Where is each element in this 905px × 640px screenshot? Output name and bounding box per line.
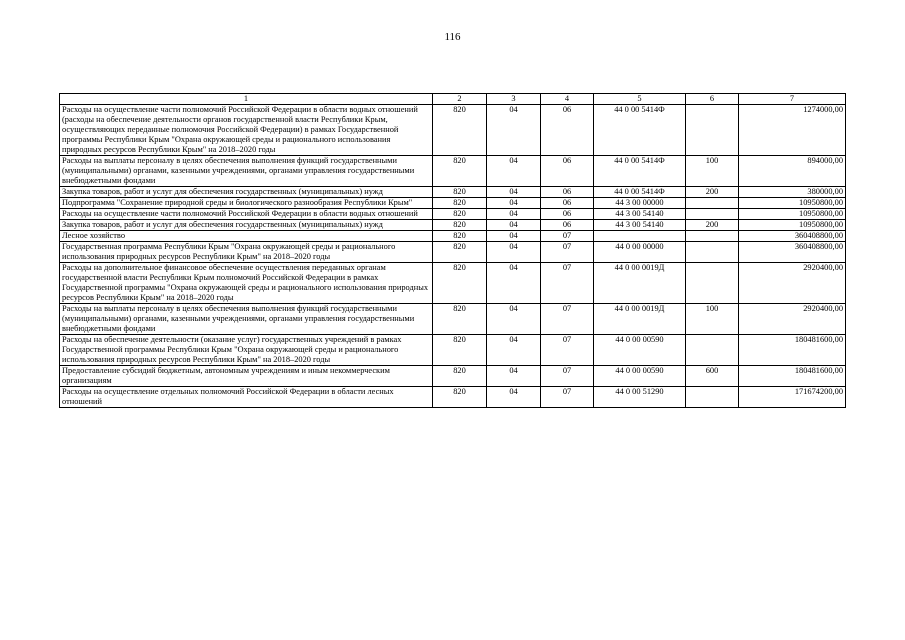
amount: 10950800,00: [739, 209, 846, 220]
expense-type-code: 200: [686, 187, 739, 198]
section-code: 04: [487, 335, 541, 366]
section-code: 04: [487, 242, 541, 263]
column-header: 1: [60, 94, 433, 105]
section-code: 04: [487, 187, 541, 198]
table-row: [60, 335, 846, 366]
section-code: 04: [487, 304, 541, 335]
expense-type-code: [686, 263, 739, 304]
section-code: 04: [487, 387, 541, 408]
column-header: 7: [739, 94, 846, 105]
subsection-code: 07: [541, 231, 594, 242]
admin-code: 820: [433, 231, 487, 242]
row-name: Расходы на дополнительное финансовое обеспечение осуществления переданных органам государственной власти Республики Крым полномочий Российской Федерации в рамках Государственной программы "Охрана окружающей среды и рационального использования природных ресурсов Республики Крым" на 2018–2020 годы: [60, 263, 433, 304]
amount: 2920400,00: [739, 263, 846, 304]
subsection-code: 07: [541, 387, 594, 408]
expense-type-code: [686, 231, 739, 242]
section-code: 04: [487, 220, 541, 231]
amount: 10950800,00: [739, 220, 846, 231]
admin-code: 820: [433, 366, 487, 387]
admin-code: 820: [433, 387, 487, 408]
section-code: 04: [487, 198, 541, 209]
table-row: [60, 242, 846, 263]
amount: 360408800,00: [739, 231, 846, 242]
row-name: Подпрограмма "Сохранение природной среды и биологического разнообразия Республики Крым": [60, 198, 433, 209]
admin-code: 820: [433, 209, 487, 220]
table-row: [60, 263, 846, 304]
page-number: 116: [444, 31, 461, 43]
subsection-code: 07: [541, 263, 594, 304]
expense-type-code: 200: [686, 220, 739, 231]
target-article-code: 44 0 00 0019Д: [594, 263, 686, 304]
subsection-code: 06: [541, 105, 594, 156]
row-name: Закупка товаров, работ и услуг для обеспечения государственных (муниципальных) нужд: [60, 220, 433, 231]
subsection-code: 06: [541, 156, 594, 187]
column-header: 5: [594, 94, 686, 105]
admin-code: 820: [433, 198, 487, 209]
target-article-code: [594, 231, 686, 242]
expense-type-code: [686, 242, 739, 263]
admin-code: 820: [433, 304, 487, 335]
section-code: 04: [487, 209, 541, 220]
section-code: 04: [487, 105, 541, 156]
target-article-code: 44 0 00 00000: [594, 242, 686, 263]
target-article-code: 44 3 00 54140: [594, 209, 686, 220]
amount: 10950800,00: [739, 198, 846, 209]
table-row: [60, 156, 846, 187]
table-row: [60, 187, 846, 198]
expense-type-code: 100: [686, 304, 739, 335]
row-name: Расходы на выплаты персоналу в целях обеспечения выполнения функций государственными (муниципальными) органами, казенными учреждениями, органами управления государственными внебюджетными фондами: [60, 156, 433, 187]
target-article-code: 44 0 00 00590: [594, 335, 686, 366]
target-article-code: 44 0 00 5414Ф: [594, 156, 686, 187]
row-name: Расходы на выплаты персоналу в целях обеспечения выполнения функций государственными (муниципальными) органами, казенными учреждениями, органами управления государственными внебюджетными фондами: [60, 304, 433, 335]
section-code: 04: [487, 231, 541, 242]
section-code: 04: [487, 366, 541, 387]
admin-code: 820: [433, 187, 487, 198]
table-row: [60, 387, 846, 408]
table-row: [60, 231, 846, 242]
admin-code: 820: [433, 335, 487, 366]
amount: 180481600,00: [739, 335, 846, 366]
row-name: Расходы на осуществление отдельных полномочий Российской Федерации в области лесных отношений: [60, 387, 433, 408]
expense-type-code: [686, 198, 739, 209]
table-row: [60, 209, 846, 220]
target-article-code: 44 3 00 00000: [594, 198, 686, 209]
column-header: 2: [433, 94, 487, 105]
subsection-code: 07: [541, 242, 594, 263]
expense-type-code: 100: [686, 156, 739, 187]
target-article-code: 44 0 00 00590: [594, 366, 686, 387]
row-name: Расходы на осуществление части полномочий Российской Федерации в области водных отношений: [60, 209, 433, 220]
column-header: 6: [686, 94, 739, 105]
target-article-code: 44 0 00 5414Ф: [594, 187, 686, 198]
target-article-code: 44 0 00 51290: [594, 387, 686, 408]
admin-code: 820: [433, 105, 487, 156]
target-article-code: 44 0 00 0019Д: [594, 304, 686, 335]
subsection-code: 07: [541, 304, 594, 335]
row-name: Лесное хозяйство: [60, 231, 433, 242]
target-article-code: 44 0 00 5414Ф: [594, 105, 686, 156]
subsection-code: 06: [541, 209, 594, 220]
table-row: [60, 105, 846, 156]
table-row: [60, 366, 846, 387]
expense-type-code: [686, 209, 739, 220]
subsection-code: 06: [541, 220, 594, 231]
admin-code: 820: [433, 242, 487, 263]
table-row: [60, 304, 846, 335]
budget-table: [59, 93, 846, 408]
row-name: Предоставление субсидий бюджетным, автономным учреждениям и иным некоммерческим организациям: [60, 366, 433, 387]
amount: 360408800,00: [739, 242, 846, 263]
row-name: Государственная программа Республики Крым "Охрана окружающей среды и рационального использования природных ресурсов Республики Крым" на 2018–2020 годы: [60, 242, 433, 263]
row-name: Расходы на обеспечение деятельности (оказание услуг) государственных учреждений в рамках Государственной программы Республики Крым "Охрана окружающей среды и рационального использования природных ресурсов Республики Крым" на 2018–2020 годы: [60, 335, 433, 366]
column-header: 4: [541, 94, 594, 105]
column-number-row: [60, 94, 846, 105]
table-row: [60, 198, 846, 209]
expense-type-code: 600: [686, 366, 739, 387]
table-row: [60, 220, 846, 231]
amount: 1274000,00: [739, 105, 846, 156]
admin-code: 820: [433, 263, 487, 304]
subsection-code: 06: [541, 187, 594, 198]
subsection-code: 06: [541, 198, 594, 209]
amount: 380000,00: [739, 187, 846, 198]
subsection-code: 07: [541, 335, 594, 366]
row-name: Закупка товаров, работ и услуг для обеспечения государственных (муниципальных) нужд: [60, 187, 433, 198]
expense-type-code: [686, 335, 739, 366]
admin-code: 820: [433, 156, 487, 187]
expense-type-code: [686, 387, 739, 408]
amount: 180481600,00: [739, 366, 846, 387]
expense-type-code: [686, 105, 739, 156]
section-code: 04: [487, 156, 541, 187]
subsection-code: 07: [541, 366, 594, 387]
amount: 171674200,00: [739, 387, 846, 408]
amount: 894000,00: [739, 156, 846, 187]
row-name: Расходы на осуществление части полномочий Российской Федерации в области водных отношений (расходы на обеспечение деятельности органов государственной власти Республики Крым, осуществляющих переданные полномочия Российской Федерации) в рамках Государственной программы Республики Крым "Охрана окружающей среды и рационального использования природных ресурсов Республики Крым" на 2018–2020 годы: [60, 105, 433, 156]
amount: 2920400,00: [739, 304, 846, 335]
admin-code: 820: [433, 220, 487, 231]
section-code: 04: [487, 263, 541, 304]
target-article-code: 44 3 00 54140: [594, 220, 686, 231]
column-header: 3: [487, 94, 541, 105]
